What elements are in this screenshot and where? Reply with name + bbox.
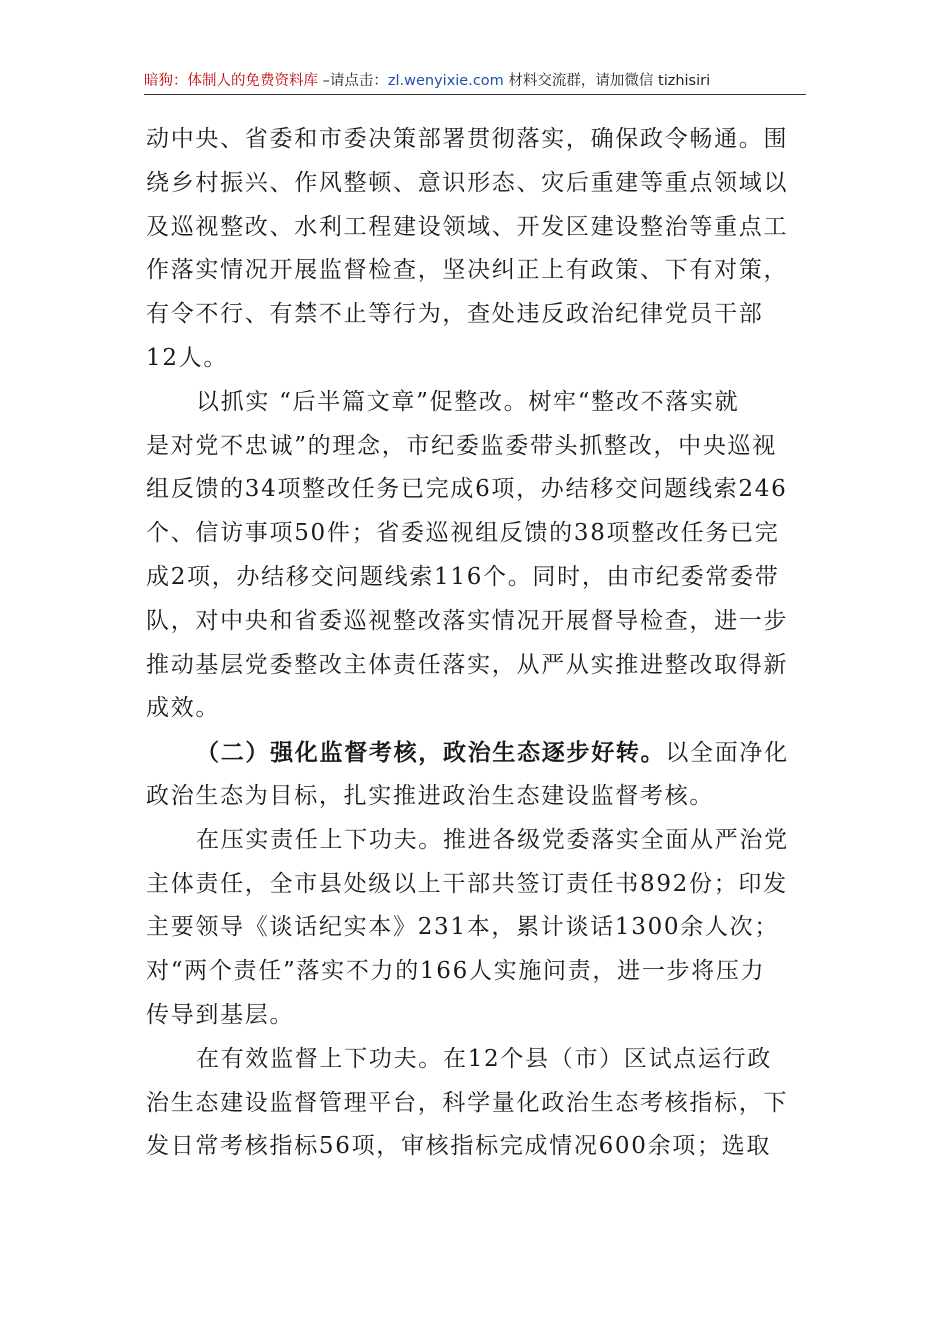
section-heading-line (146, 731, 810, 775)
text-line: 传导到基层。 (146, 1001, 295, 1028)
text-line: 治生态建设监督管理平台，科学量化政治生态考核指标，下 (146, 1089, 789, 1116)
text-run: 以全面净化 (665, 740, 789, 767)
text-line: 动中央、省委和市委决策部署贯彻落实，确保政令畅通。围 (146, 126, 789, 152)
header-contact: 材料交流群，请加微信 tizhisiri (503, 73, 711, 89)
text-line: 成2项，办结移交问题线索116个。同时，由市纪委常委带 (146, 563, 780, 590)
paragraph-5 (146, 1038, 810, 1169)
header-prompt: –请点击： (318, 73, 388, 89)
page-header (144, 68, 806, 95)
text-line: 以抓实 “后半篇文章”促整改。树牢“整改不落实就 (196, 388, 740, 415)
text-line: 组反馈的34项整改任务已完成6项，办结移交问题线索246 (146, 476, 788, 503)
text-line: 个、信访事项50件；省委巡视组反馈的38项整改任务已完 (146, 520, 780, 547)
text-line: 在压实责任上下功夫。推进各级党委落实全面从严治党 (196, 826, 789, 853)
text-line: 推动基层党委整改主体责任落实，从严从实推进整改取得新 (146, 651, 789, 678)
text-line: 发日常考核指标56项，审核指标完成情况600余项；选取 (146, 1133, 772, 1160)
text-line: 主体责任，全市县处级以上干部共签订责任书892份；印发 (146, 870, 788, 897)
text-line: 对“两个责任”落实不力的166人实施问责，进一步将压力 (146, 958, 766, 985)
text-line: 有令不行、有禁不止等行为，查处违反政治纪律党员干部 (146, 301, 764, 328)
text-line: 12人。 (146, 344, 229, 371)
header-link[interactable]: zl.wenyixie.com (387, 73, 504, 89)
text-line: 队，对中央和省委巡视整改落实情况开展督导检查，进一步 (146, 607, 789, 634)
paragraph-3 (146, 731, 810, 819)
text-line: 在有效监督上下功夫。在12个县（市）区试点运行政 (196, 1045, 773, 1072)
text-line: 及巡视整改、水利工程建设领域、开发区建设整治等重点工 (146, 213, 789, 240)
text-line: 成效。 (146, 695, 221, 722)
text-line: 是对党不忠诚”的理念，市纪委监委带头抓整改，中央巡视 (146, 432, 777, 459)
text-line: 主要领导《谈话纪实本》231本，累计谈话1300余人次； (146, 914, 780, 941)
document-body (146, 118, 810, 1169)
section-heading: （二）强化监督考核，政治生态逐步好转。 (196, 739, 666, 767)
paragraph-4 (146, 819, 810, 1038)
text-line: 政治生态为目标，扎实推进政治生态建设监督考核。 (146, 782, 715, 809)
text-line: 绕乡村振兴、作风整顿、意识形态、灾后重建等重点领域以 (146, 169, 789, 196)
paragraph-2 (146, 381, 810, 731)
paragraph-1 (146, 118, 810, 381)
header-brand: 暗狗：体制人的免费资料库 (144, 73, 318, 89)
text-line: 作落实情况开展监督检查，坚决纠正上有政策、下有对策， (146, 257, 789, 284)
